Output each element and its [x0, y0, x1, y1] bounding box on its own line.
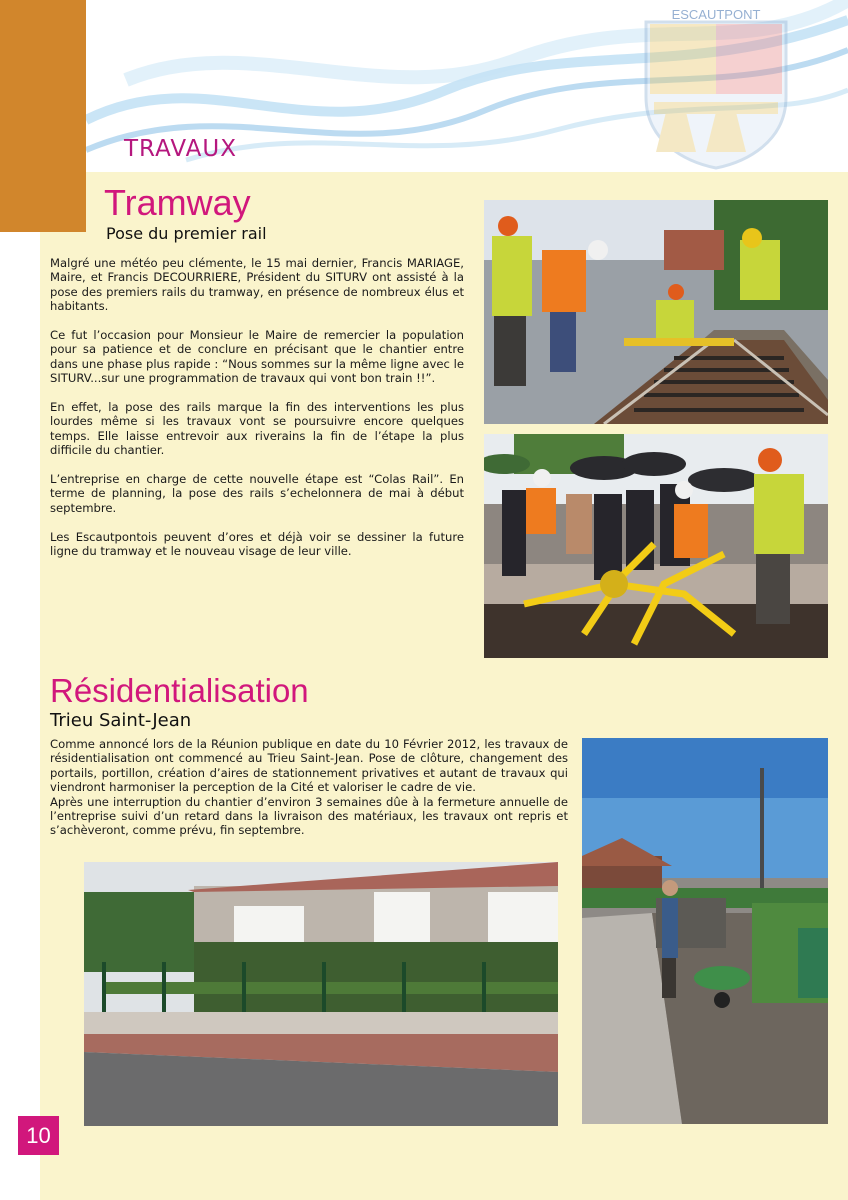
section-label: TRAVAUX: [124, 136, 237, 162]
crest-label: ESCAUTPONT: [671, 7, 761, 22]
photo-house-fence: [84, 862, 558, 1126]
residentialisation-title: Résidentialisation: [50, 672, 309, 709]
paragraph: Après une interruption du chantier d’environ 3 semaines dûe à la fermeture annuelle de l’entreprise suivi d’un retard dans la livraison des matériaux, les travaux ont repris et s’achèveront, comme prévu, fin septembre.: [50, 794, 568, 838]
paragraph: L’entreprise en charge de cette nouvelle étape est “Colas Rail”. En terme de planning, la pose des rails s’echelonnera de mai à début septembre.: [50, 472, 464, 515]
paragraph: En effet, la pose des rails marque la fin des interventions les plus lourdes même si les travaux vont se poursuivre encore quelques temps. Elle laisse entrevoir aux riverains la fin de l’étape la plus difficile du chantier.: [50, 400, 464, 458]
tramway-article-body: [50, 256, 464, 573]
photo-rail-workers: [484, 200, 828, 424]
photo-rail-ceremony: [484, 434, 828, 658]
paragraph: Comme annoncé lors de la Réunion publique en date du 10 Février 2012, les travaux de résidentialisation ont commencé au Trieu Saint-Jean. Pose de clôture, changement des portails, portillon, création d’aires de stationnement privatives et autant de travaux qui viendront harmoniser la perception de la Cité et valoriser le cadre de vie.: [50, 737, 568, 795]
paragraph: Les Escautpontois peuvent d’ores et déjà voir se dessiner la future ligne du tramway et le nouveau visage de leur ville.: [50, 529, 464, 559]
orange-corner-tab: [0, 0, 86, 232]
tramway-subtitle: Pose du premier rail: [106, 224, 267, 243]
escautpont-crest: [636, 2, 796, 170]
residentialisation-subtitle: Trieu Saint-Jean: [50, 710, 192, 731]
paragraph: Malgré une météo peu clémente, le 15 mai dernier, Francis MARIAGE, Maire, et Francis DECOURRIERE, Président du SITURV ont assisté à la pose des premiers rails du tramway, en présence de nombreux élus et habitants.: [50, 256, 464, 314]
paragraph: Ce fut l’occasion pour Monsieur le Maire de remercier la population pour sa patience et de conclure en précisant que le chantier entre dans une phase plus rapide : “Nous sommes sur la même ligne avec le SITURV...sur une programmation de travaux qui vont bon train !!”.: [50, 328, 464, 386]
page-number: 10: [18, 1116, 59, 1155]
tramway-title: Tramway: [104, 182, 251, 223]
residentialisation-article-body: [50, 737, 568, 838]
photo-street-works: [582, 738, 828, 1124]
